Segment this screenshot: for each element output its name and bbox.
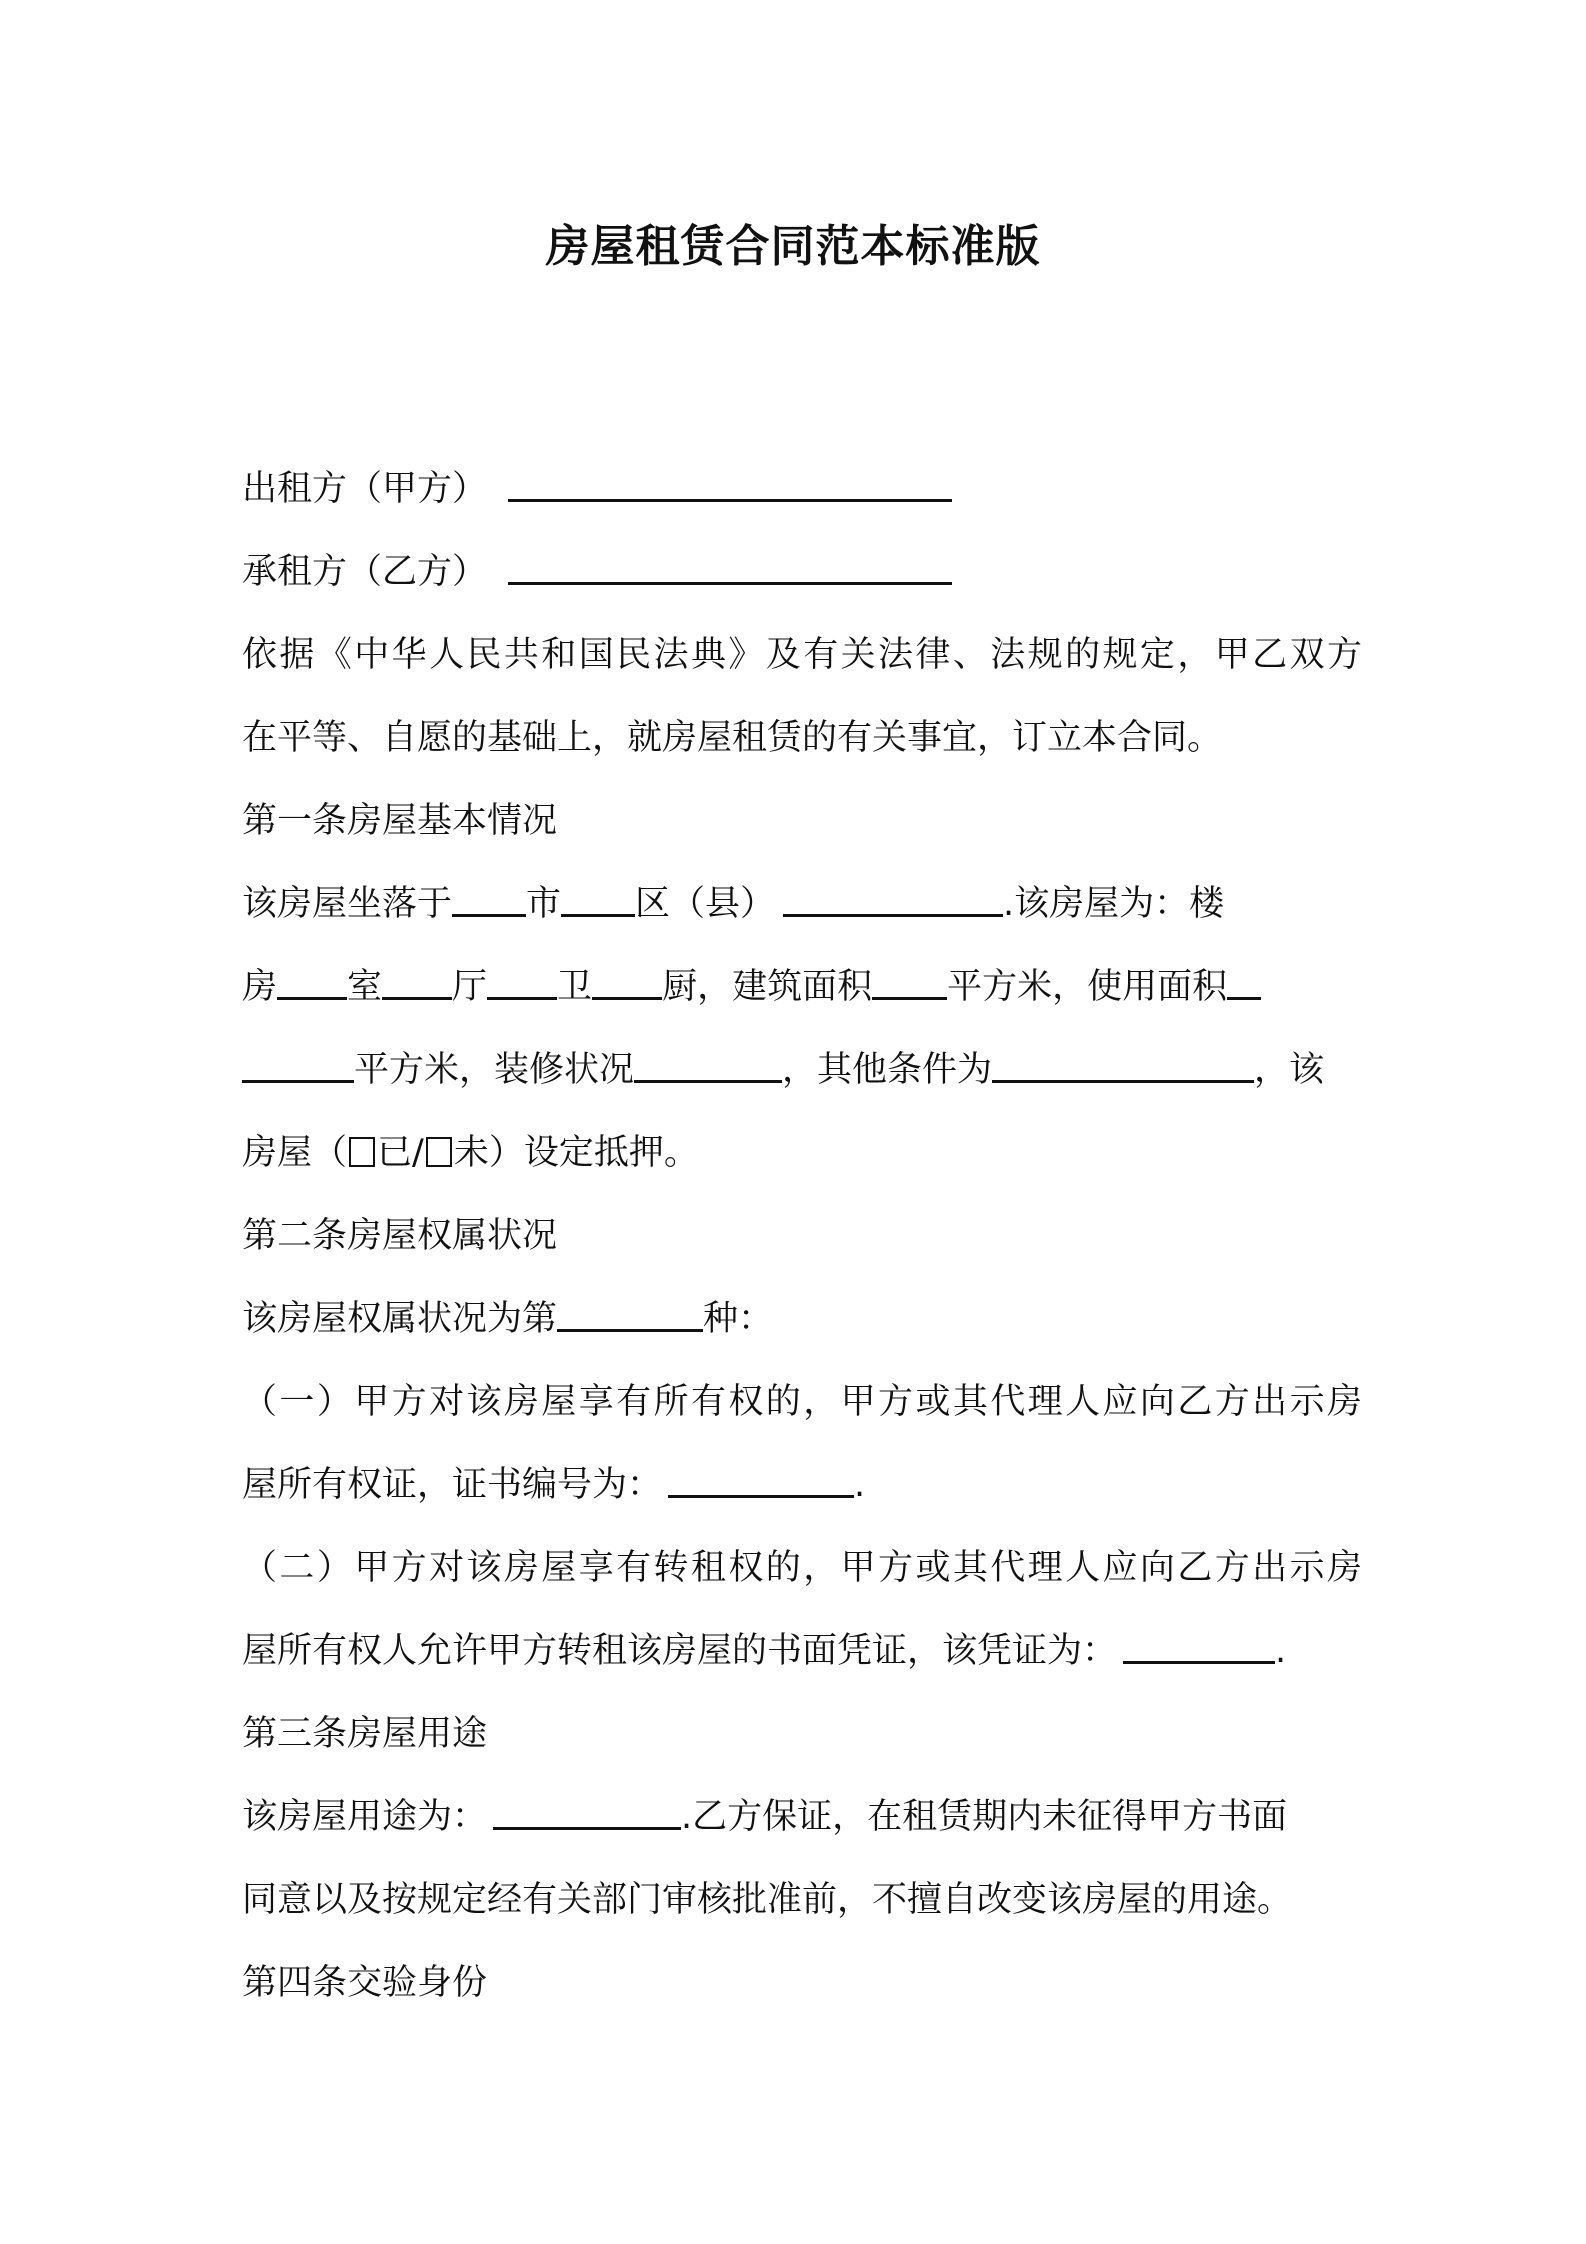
usable-area-blank[interactable]	[242, 1050, 354, 1083]
text-segment: 室	[347, 967, 383, 1007]
article-2-heading: 第二条房屋权属状况	[242, 1216, 558, 1256]
mortgaged-yes-checkbox[interactable]	[349, 1137, 375, 1167]
usable-area-blank-start[interactable]	[1227, 967, 1261, 1000]
text-segment: .	[1275, 1631, 1287, 1671]
text-segment: 该房屋坐落于	[242, 884, 453, 924]
kitchen-blank[interactable]	[592, 967, 662, 1000]
article-1-line-4	[242, 1112, 1362, 1195]
article-4-heading: 第四条交验身份	[242, 1963, 488, 2003]
document-title: 房屋租赁合同范本标准版	[545, 221, 1041, 272]
contract-body	[242, 448, 1362, 2025]
text-segment: .该房屋为：楼	[1003, 884, 1225, 924]
text-segment: 该房屋权属状况为第	[242, 1299, 558, 1339]
text-segment: 平方米，使用面积	[947, 967, 1228, 1007]
article-3-line-2: 同意以及按规定经有关部门审核批准前，不擅自改变该房屋的用途。	[242, 1880, 1293, 1920]
text-segment: 市	[526, 884, 562, 924]
article-2-item-1-line-2	[242, 1444, 1362, 1527]
text-segment: 种：	[703, 1299, 774, 1339]
text-segment: 屋所有权证，证书编号为：	[242, 1465, 663, 1505]
hall-blank[interactable]	[382, 967, 452, 1000]
intro-line-1: 依据《中华人民共和国民法典》及有关法律、法规的规定，甲乙双方	[242, 635, 1362, 675]
text-segment: 区（县）	[635, 884, 776, 924]
address-blank[interactable]	[783, 884, 1003, 917]
article-3-heading: 第三条房屋用途	[242, 1714, 488, 1754]
text-segment: 房屋（	[242, 1133, 348, 1173]
article-1-line-1	[242, 863, 1362, 946]
text-segment: 平方米，装修状况	[354, 1050, 635, 1090]
lessee-label: 承租方（乙方）	[242, 552, 488, 592]
article-2-item-2-line-1: （二）甲方对该房屋享有转租权的，甲方或其代理人应向乙方出示房	[242, 1548, 1362, 1588]
ownership-type-blank[interactable]	[557, 1299, 703, 1332]
lessor-blank[interactable]	[508, 469, 952, 502]
article-3-line-1	[242, 1776, 1362, 1859]
decoration-blank[interactable]	[634, 1050, 782, 1083]
district-blank[interactable]	[561, 884, 635, 917]
article-1-line-3	[242, 1029, 1362, 1112]
bath-blank[interactable]	[487, 967, 557, 1000]
article-1-heading: 第一条房屋基本情况	[242, 801, 558, 841]
certificate-number-blank[interactable]	[668, 1465, 854, 1498]
other-conditions-blank[interactable]	[992, 1050, 1254, 1083]
text-segment: 屋所有权人允许甲方转租该房屋的书面凭证，该凭证为：	[242, 1631, 1118, 1671]
intro-line-2: 在平等、自愿的基础上，就房屋租赁的有关事宜，订立本合同。	[242, 718, 1223, 758]
text-segment: 卫	[557, 967, 593, 1007]
text-segment: .乙方保证，在租赁期内未征得甲方书面	[681, 1797, 1288, 1837]
article-2-line-1	[242, 1278, 1362, 1361]
text-segment: ，该	[1254, 1050, 1325, 1090]
text-segment: 该房屋用途为：	[242, 1797, 488, 1837]
text-segment: 未）设定抵押。	[453, 1133, 699, 1173]
text-segment: 厅	[452, 967, 488, 1007]
sublease-certificate-blank[interactable]	[1123, 1631, 1275, 1664]
text-segment: .	[854, 1465, 866, 1505]
usage-blank[interactable]	[493, 1797, 681, 1830]
lessor-line	[242, 448, 1362, 531]
city-blank[interactable]	[452, 884, 526, 917]
text-segment: ，其他条件为	[782, 1050, 993, 1090]
mortgaged-no-checkbox[interactable]	[426, 1137, 452, 1167]
text-segment: 已/	[377, 1133, 424, 1173]
text-segment: 房	[242, 967, 278, 1007]
room-blank[interactable]	[277, 967, 347, 1000]
lessee-blank[interactable]	[508, 552, 952, 585]
lessor-label: 出租方（甲方）	[242, 469, 488, 509]
article-2-item-1-line-1: （一）甲方对该房屋享有所有权的，甲方或其代理人应向乙方出示房	[242, 1382, 1362, 1422]
article-1-line-2	[242, 946, 1362, 1029]
building-area-blank[interactable]	[872, 967, 947, 1000]
text-segment: 厨，建筑面积	[662, 967, 873, 1007]
lessee-line	[242, 531, 1362, 614]
article-2-item-2-line-2	[242, 1610, 1362, 1693]
